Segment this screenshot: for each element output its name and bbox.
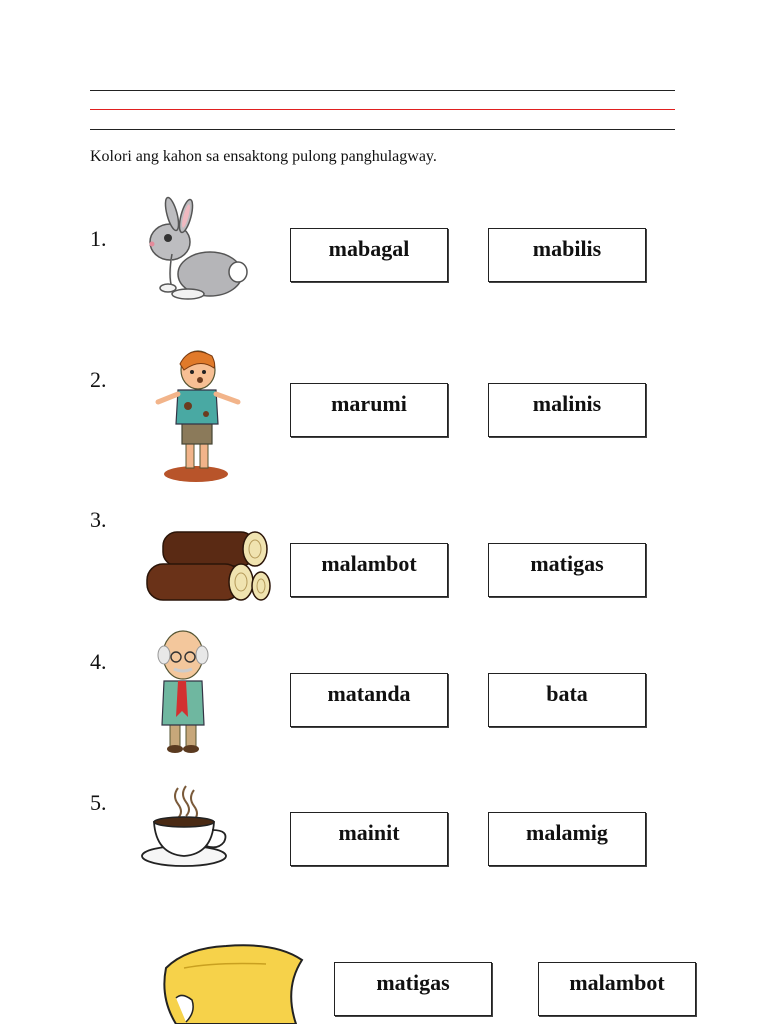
- dirty-boy-icon: [150, 344, 246, 486]
- writing-line-bottom: [90, 129, 675, 130]
- option-matigas-pillow[interactable]: matigas: [334, 962, 492, 1016]
- pillow-icon: [156, 938, 306, 1024]
- option-malambot-pillow[interactable]: malambot: [538, 962, 696, 1016]
- item-1-number: 1.: [90, 226, 107, 251]
- rabbit-icon: [142, 196, 248, 304]
- item-4-number: 4.: [90, 649, 107, 674]
- item-2-number: 2.: [90, 367, 107, 392]
- option-mabagal[interactable]: mabagal: [290, 228, 448, 282]
- option-mabilis[interactable]: mabilis: [488, 228, 646, 282]
- writing-line-middle: [90, 109, 675, 110]
- item-5-number: 5.: [90, 790, 107, 815]
- hot-coffee-icon: [140, 784, 232, 870]
- item-3-number: 3.: [90, 507, 107, 532]
- option-malamig[interactable]: malamig: [488, 812, 646, 866]
- option-malinis[interactable]: malinis: [488, 383, 646, 437]
- option-matigas[interactable]: matigas: [488, 543, 646, 597]
- option-malambot[interactable]: malambot: [290, 543, 448, 597]
- option-matanda[interactable]: matanda: [290, 673, 448, 727]
- writing-line-top: [90, 90, 675, 91]
- option-mainit[interactable]: mainit: [290, 812, 448, 866]
- option-bata[interactable]: bata: [488, 673, 646, 727]
- instruction-text: Kolori ang kahon sa ensaktong pulong panghulagway.: [90, 148, 437, 165]
- old-man-icon: [150, 625, 216, 755]
- option-marumi[interactable]: marumi: [290, 383, 448, 437]
- logs-icon: [143, 528, 273, 608]
